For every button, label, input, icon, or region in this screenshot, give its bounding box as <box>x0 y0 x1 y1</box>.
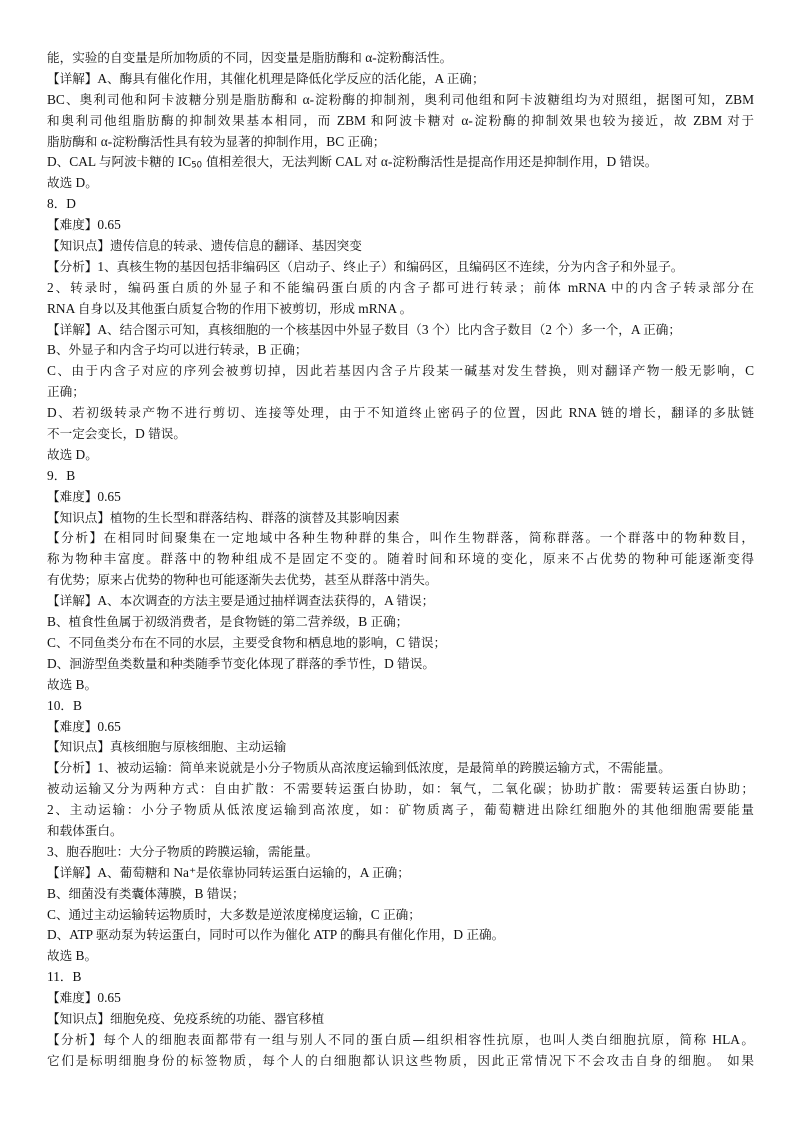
text-line: D、若初级转录产物不进行剪切、连接等处理，由于不知道终止密码子的位置，因此 RNA 链的增长，翻译的多肽链 <box>47 405 754 421</box>
text-line: 【难度】0.65 <box>47 488 121 504</box>
text-line: 【详解】A、本次调查的方法主要是通过抽样调查法获得的，A 错误； <box>47 593 435 609</box>
text-line: C、不同鱼类分布在不同的水层，主要受食物和栖息地的影响，C 错误； <box>47 634 447 650</box>
text-line: 【详解】A、葡萄糖和 Na⁺是依靠协同转运蛋白运输的，A 正确； <box>47 864 410 880</box>
text-line: 【分析】1、被动运输：简单来说就是小分子物质从高浓度运输到低浓度，是最简单的跨膜运输方式，不需能量。 <box>47 760 671 776</box>
text-line: 【知识点】植物的生长型和群落结构、群落的演替及其影响因素 <box>47 509 400 525</box>
text-line: 2、主动运输：小分子物质从低浓度运输到高浓度，如：矿物质离子，葡萄糖进出除红细胞外的其他细胞需要能量 <box>47 802 754 818</box>
text-line: 有优势；原来占优势的物种也可能逐渐失去优势，甚至从群落中消失。 <box>47 572 438 588</box>
text-line: B、细菌没有类囊体薄膜，B 错误； <box>47 885 245 901</box>
text-line: 正确； <box>47 384 85 400</box>
text-line: 脂肪酶和 α-淀粉酶活性具有较为显著的抑制作用，BC 正确； <box>47 133 386 149</box>
text-line: 3、胞吞胞吐：大分子物质的跨膜运输，需能量。 <box>47 843 319 859</box>
text-line: BC、奥利司他和阿卡波糖分别是脂肪酶和 α-淀粉酶的抑制剂，奥利司他组和阿卡波糖组均为对照组，据图可知，ZBM <box>47 91 754 107</box>
text-line: 故选 D。 <box>47 175 98 191</box>
text-line: 【难度】0.65 <box>47 718 121 734</box>
text-line: 称为物种丰富度。群落中的物种组成不是固定不变的。随着时间和环境的变化，原来不占优势的物种可能逐渐变得 <box>47 551 754 567</box>
text-line: 【分析】在相同时间聚集在一定地域中各种生物种群的集合，叫作生物群落，简称群落。一个群落中的物种数目， <box>47 530 754 546</box>
text-line: 【知识点】遗传信息的转录、遗传信息的翻译、基因突变 <box>47 238 362 254</box>
text-line: 11．B <box>47 969 82 985</box>
text-line: 能，实验的自变量是所加物质的不同，因变量是脂肪酶和 α-淀粉酶活性。 <box>47 50 453 65</box>
text-line: 【难度】0.65 <box>47 217 121 233</box>
text-segment: D、CAL 与阿波卡糖的 IC <box>47 154 192 170</box>
text-line: C、由于内含子对应的序列会被剪切掉，因此若基因内含子片段某一碱基对发生替换，则对翻译产物一般无影响，C <box>47 363 754 379</box>
text-line: B、植食性鱼属于初级消费者，是食物链的第二营养级，B 正确； <box>47 614 409 630</box>
text-line: C、通过主动运输转运物质时，大多数是逆浓度梯度运输，C 正确； <box>47 906 421 922</box>
text-line: 和载体蛋白。 <box>47 822 123 838</box>
text-line: D、洄游型鱼类数量和种类随季节变化体现了群落的季节性，D 错误。 <box>47 655 435 671</box>
text-line: 【详解】A、酶具有催化作用，其催化机理是降低化学反应的活化能，A 正确； <box>47 70 485 86</box>
text-line: 【分析】每个人的细胞表面都带有一组与别人不同的蛋白质—组织相容性抗原，也叫人类白细胞抗原，简称 HLA。 <box>47 1031 754 1047</box>
text-line: 【知识点】细胞免疫、免疫系统的功能、器官移植 <box>47 1010 325 1026</box>
text-line <box>47 152 754 173</box>
text-line: 故选 B。 <box>47 676 98 692</box>
text-line: B、外显子和内含子均可以进行转录，B 正确； <box>47 342 308 358</box>
text-line: 故选 B。 <box>47 948 98 964</box>
subscript: 50 <box>191 160 203 171</box>
text-line: 和奥利司他组脂肪酶的抑制效果基本相同，而 ZBM 和阿波卡糖对 α-淀粉酶的抑制效果也较为接近，故 ZBM 对于 <box>47 112 754 128</box>
text-line: 9．B <box>47 467 76 483</box>
text-line: 【知识点】真核细胞与原核细胞、主动运输 <box>47 739 287 755</box>
text-line: 不一定会变长，D 错误。 <box>47 426 186 442</box>
text-line: D、ATP 驱动泵为转运蛋白，同时可以作为催化 ATP 的酶具有催化作用，D 正确。 <box>47 927 505 943</box>
text-line: 故选 D。 <box>47 446 98 462</box>
text-line: 10．B <box>47 697 82 713</box>
text-line: 【详解】A、结合图示可知，真核细胞的一个核基因中外显子数目（3 个）比内含子数目（2 个）多一个，A 正确； <box>47 321 681 337</box>
text-line: 2、转录时，编码蛋白质的外显子和不能编码蛋白质的内含子都可进行转录；前体 mRNA 中的内含子转录部分在 <box>47 279 754 295</box>
text-line: 【难度】0.65 <box>47 990 121 1006</box>
text-line: 它们是标明细胞身份的标签物质，每个人的白细胞都认识这些物质，因此正常情况下不会攻击自身的细胞。 如果 <box>47 1052 754 1068</box>
text-line: 8．D <box>47 196 76 212</box>
text-segment: 值相差很大，无法判断 CAL 对 α-淀粉酶活性是提高作用还是抑制作用，D 错误。 <box>206 154 658 170</box>
text-line: 【分析】1、真核生物的基因包括非编码区（启动子、终止子）和编码区，且编码区不连续，分为内含子和外显子。 <box>47 258 684 274</box>
text-line: 被动运输又分为两种方式：自由扩散：不需要转运蛋白协助，如：氧气，二氧化碳；协助扩散：需要转运蛋白协助； <box>47 781 754 797</box>
text-line: RNA 自身以及其他蛋白质复合物的作用下被剪切，形成 mRNA 。 <box>47 300 413 316</box>
